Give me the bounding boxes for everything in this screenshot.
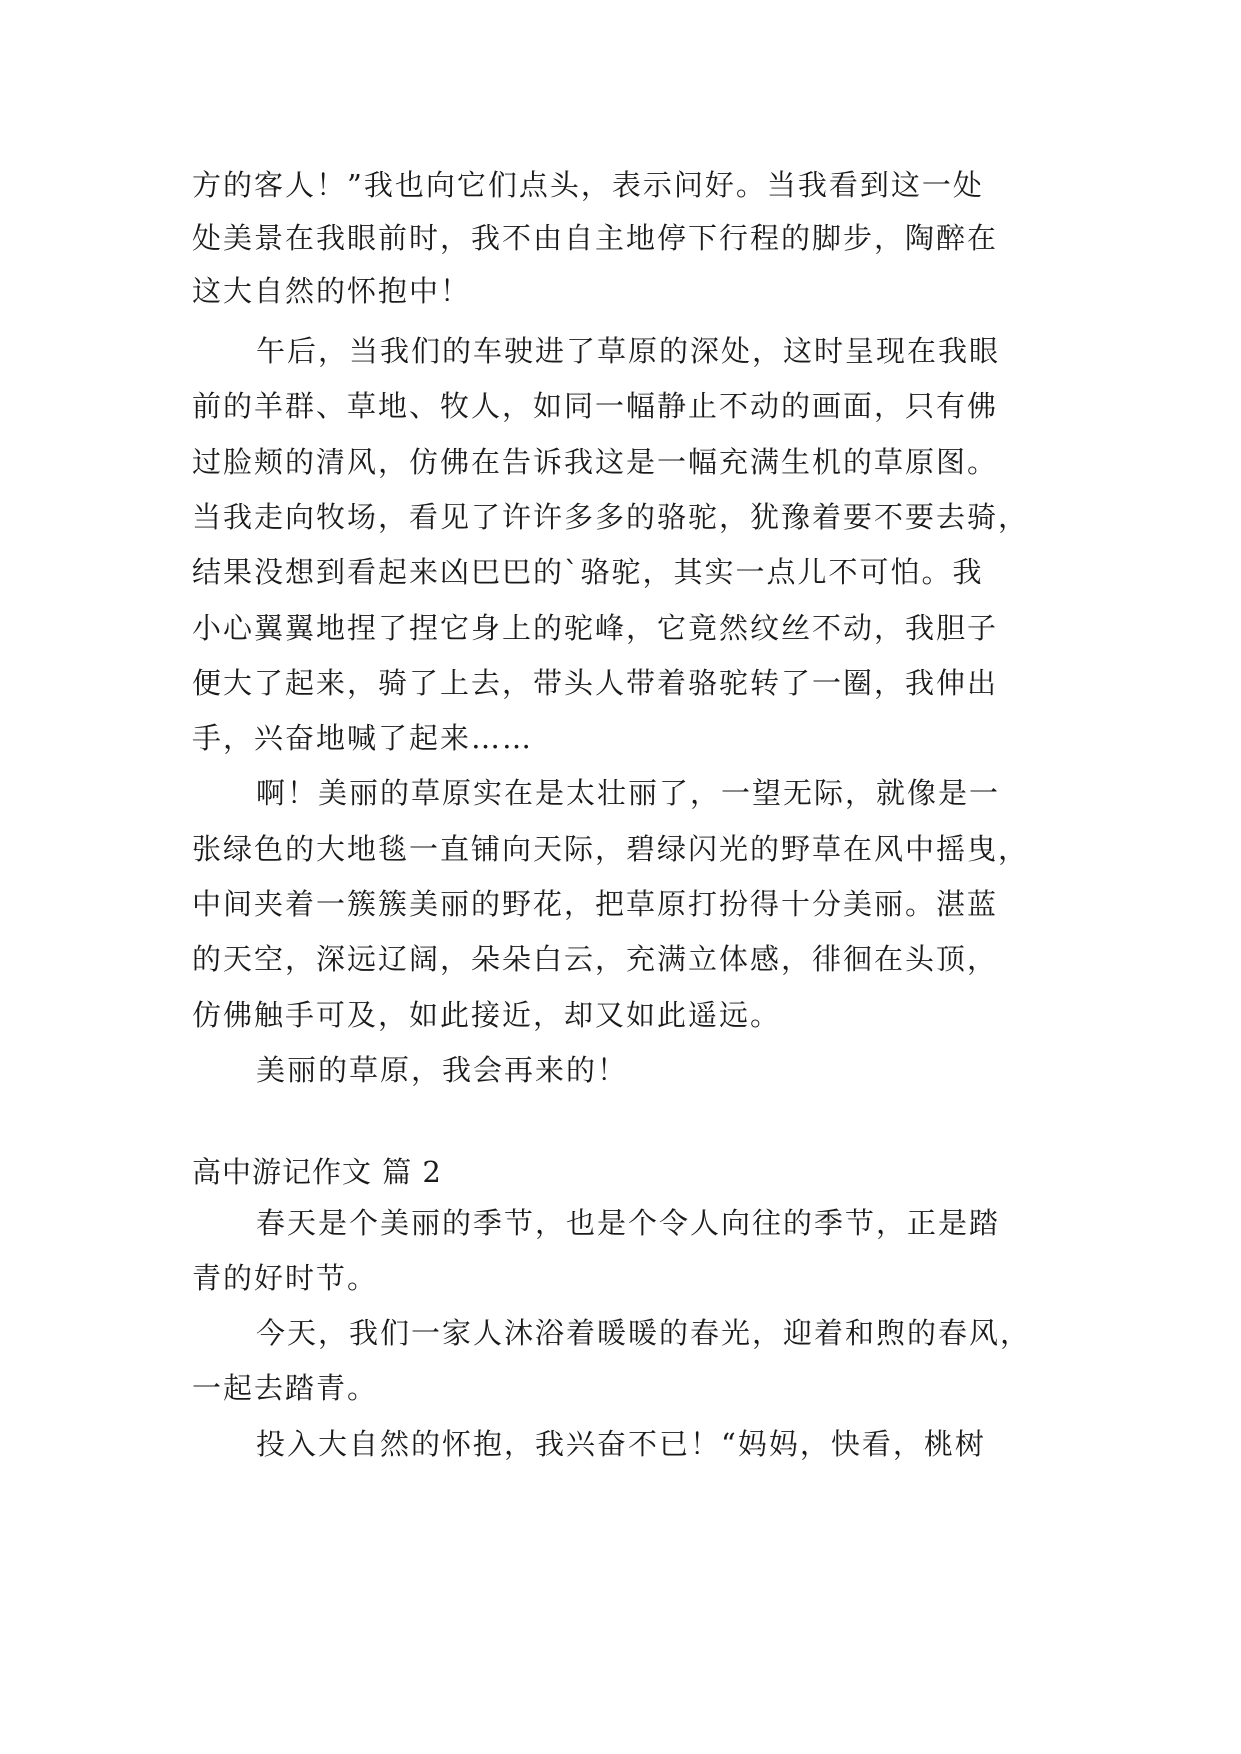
text-line: 张绿色的大地毯一直铺向天际，碧绿闪光的野草在风中摇曳， [192, 832, 1030, 866]
paragraph-start-line: 春天是个美丽的季节，也是个令人向往的季节，正是踏 [256, 1206, 1001, 1240]
text-line: 处美景在我眼前时，我不由自主地停下行程的脚步，陶醉在 [192, 221, 999, 255]
text-line: 一起去踏青。 [192, 1371, 379, 1405]
text-line: 小心翼翼地捏了捏它身上的驼峰，它竟然纹丝不动，我胆子 [192, 611, 999, 645]
paragraph-start-line: 美丽的草原，我会再来的！ [256, 1053, 629, 1087]
text-line: 手，兴奋地喊了起来…… [192, 721, 534, 755]
text-line: 方的客人！”我也向它们点头，表示问好。当我看到这一处 [192, 168, 984, 202]
text-line: 青的好时节。 [192, 1261, 379, 1295]
text-line: 的天空，深远辽阔，朵朵白云，充满立体感，徘徊在头顶， [192, 942, 999, 976]
text-line: 过脸颊的清风，仿佛在告诉我这是一幅充满生机的草原图。 [192, 445, 999, 479]
text-line: 仿佛触手可及，如此接近，却又如此遥远。 [192, 998, 782, 1032]
text-line: 便大了起来，骑了上去，带头人带着骆驼转了一圈，我伸出 [192, 666, 999, 700]
text-line: 这大自然的怀抱中！ [192, 274, 472, 308]
paragraph-start-line: 投入大自然的怀抱，我兴奋不已！“妈妈，快看，桃树 [256, 1427, 986, 1461]
paragraph-start-line: 午后，当我们的车驶进了草原的深处，这时呈现在我眼 [256, 334, 1001, 368]
paragraph-start-line: 啊！美丽的草原实在是太壮丽了，一望无际，就像是一 [256, 776, 1001, 810]
paragraph-start-line: 今天，我们一家人沐浴着暖暖的春光，迎着和煦的春风， [256, 1316, 1032, 1350]
text-line: 当我走向牧场，看见了许许多多的骆驼，犹豫着要不要去骑， [192, 500, 1030, 534]
section-heading: 高中游记作文 篇 2 [192, 1155, 442, 1189]
text-line: 中间夹着一簇簇美丽的野花，把草原打扮得十分美丽。湛蓝 [192, 887, 999, 921]
text-line: 结果没想到看起来凶巴巴的`骆驼，其实一点儿不可怕。我 [192, 555, 984, 589]
text-line: 前的羊群、草地、牧人，如同一幅静止不动的画面，只有佛 [192, 389, 999, 423]
